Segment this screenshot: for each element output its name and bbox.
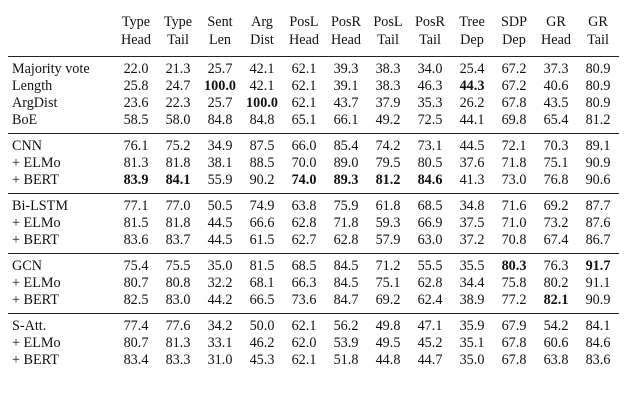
score-cell: 87.7	[585, 198, 611, 215]
score-cell: 75.1	[375, 275, 401, 292]
score-cell: 75.2	[165, 138, 191, 155]
model-name-cell: CNN	[12, 138, 42, 155]
score-cell: 44.1	[451, 112, 493, 134]
score-cell: 42.1	[249, 61, 275, 78]
header-row	[8, 6, 619, 57]
score-cell: 46.3	[417, 78, 443, 95]
column-header	[493, 6, 535, 57]
model-name-cell: + ELMo	[12, 335, 61, 352]
score-cell: 35.9	[459, 318, 485, 335]
score-cell: 69.8	[493, 112, 535, 134]
score-cell: 80.9	[585, 95, 611, 112]
column-header-line1: PosL	[289, 14, 319, 30]
score-cell: 86.7	[577, 232, 619, 254]
model-name-cell: + BERT	[8, 172, 115, 194]
score-cell: 67.8	[501, 335, 527, 352]
table-row	[8, 275, 619, 292]
score-cell: 84.8	[241, 112, 283, 134]
score-cell: 44.3	[459, 78, 485, 95]
score-cell: 61.8	[375, 198, 401, 215]
column-header-line1: Type	[163, 14, 193, 30]
score-cell: 70.8	[493, 232, 535, 254]
score-cell: 85.4	[333, 138, 359, 155]
score-cell: 25.7	[207, 61, 233, 78]
column-header-line2: Dist	[250, 32, 274, 48]
column-header	[325, 6, 367, 57]
column-header	[115, 6, 157, 57]
score-cell: 68.5	[417, 198, 443, 215]
score-cell: 53.9	[333, 335, 359, 352]
table-row	[8, 172, 619, 194]
score-cell: 55.9	[199, 172, 241, 194]
table-row	[8, 254, 619, 276]
score-cell: 66.9	[417, 215, 443, 232]
score-cell: 25.4	[459, 61, 485, 78]
score-cell: 49.2	[367, 112, 409, 134]
column-header	[157, 6, 199, 57]
score-cell: 84.8	[199, 112, 241, 134]
score-cell: 80.2	[543, 275, 569, 292]
score-cell: 80.3	[501, 258, 527, 275]
score-cell: 63.0	[409, 232, 451, 254]
score-cell: 75.8	[501, 275, 527, 292]
score-cell: 91.7	[585, 258, 611, 275]
score-cell: 44.5	[199, 232, 241, 254]
score-cell: 66.5	[241, 292, 283, 314]
score-cell: 38.9	[451, 292, 493, 314]
table-row	[8, 95, 619, 112]
score-cell: 83.9	[115, 172, 157, 194]
score-cell: 69.2	[543, 198, 569, 215]
score-cell: 54.2	[543, 318, 569, 335]
score-cell: 44.8	[375, 352, 401, 369]
score-cell: 77.1	[123, 198, 149, 215]
score-cell: 73.2	[543, 215, 569, 232]
score-cell: 31.0	[207, 352, 233, 369]
column-header-line1: Arg	[251, 14, 273, 30]
column-header	[241, 6, 283, 57]
column-header	[577, 6, 619, 57]
score-cell: 74.9	[249, 198, 275, 215]
score-cell: 90.6	[577, 172, 619, 194]
score-cell: 83.7	[157, 232, 199, 254]
score-cell: 40.6	[543, 78, 569, 95]
score-cell: 83.3	[165, 352, 191, 369]
table-row	[8, 194, 619, 216]
column-header	[451, 6, 493, 57]
column-header-line1: Sent	[207, 14, 233, 30]
score-cell: 90.9	[577, 292, 619, 314]
score-cell: 70.3	[543, 138, 569, 155]
score-cell: 75.9	[333, 198, 359, 215]
column-header-line1: GR	[546, 14, 566, 30]
score-cell: 87.6	[585, 215, 611, 232]
score-cell: 57.9	[367, 232, 409, 254]
model-name-cell: Bi-LSTM	[12, 198, 68, 215]
table-row	[8, 292, 619, 314]
score-cell: 67.8	[501, 352, 527, 369]
score-cell: 70.0	[291, 155, 317, 172]
score-cell: 69.2	[367, 292, 409, 314]
score-cell: 91.1	[585, 275, 611, 292]
score-cell: 71.0	[501, 215, 527, 232]
score-cell: 45.2	[417, 335, 443, 352]
score-cell: 35.0	[207, 258, 233, 275]
score-cell: 77.6	[165, 318, 191, 335]
score-cell: 76.3	[543, 258, 569, 275]
score-cell: 44.5	[207, 215, 233, 232]
score-cell: 84.1	[585, 318, 611, 335]
score-cell: 42.1	[249, 78, 275, 95]
column-header	[283, 6, 325, 57]
model-name-cell: + BERT	[12, 352, 59, 369]
score-cell: 37.5	[459, 215, 485, 232]
model-name-cell: GCN	[12, 258, 42, 275]
score-cell: 81.8	[165, 215, 191, 232]
score-cell: 62.1	[291, 318, 317, 335]
score-cell: 72.1	[501, 138, 527, 155]
score-cell: 89.3	[325, 172, 367, 194]
column-header-line1: PosL	[373, 14, 403, 30]
score-cell: 80.9	[585, 61, 611, 78]
column-header-line2: Head	[121, 32, 151, 48]
score-cell: 60.6	[543, 335, 569, 352]
score-cell: 62.8	[417, 275, 443, 292]
table-row	[8, 57, 619, 79]
score-cell: 49.8	[375, 318, 401, 335]
score-cell: 49.5	[375, 335, 401, 352]
score-cell: 62.4	[409, 292, 451, 314]
table-row	[8, 112, 619, 134]
score-cell: 84.1	[157, 172, 199, 194]
score-cell: 65.4	[535, 112, 577, 134]
score-cell: 25.8	[123, 78, 149, 95]
column-header-line2: Tail	[377, 32, 399, 48]
score-cell: 62.1	[291, 352, 317, 369]
column-header-line2: Tail	[167, 32, 189, 48]
score-cell: 50.0	[249, 318, 275, 335]
model-name-cell: Length	[12, 78, 53, 95]
score-cell: 72.5	[409, 112, 451, 134]
column-header-line1: SDP	[500, 14, 528, 30]
results-table	[8, 6, 619, 373]
score-cell: 100.0	[246, 95, 278, 112]
score-cell: 65.1	[283, 112, 325, 134]
column-header-line2: Dep	[502, 32, 526, 48]
score-cell: 45.3	[249, 352, 275, 369]
score-cell: 67.4	[535, 232, 577, 254]
score-cell: 66.3	[291, 275, 317, 292]
score-cell: 82.1	[535, 292, 577, 314]
score-cell: 71.8	[501, 155, 527, 172]
score-cell: 35.0	[459, 352, 485, 369]
column-header-line1: GR	[588, 14, 608, 30]
score-cell: 80.8	[165, 275, 191, 292]
score-cell: 67.2	[501, 61, 527, 78]
score-cell: 38.3	[375, 78, 401, 95]
score-cell: 51.8	[333, 352, 359, 369]
score-cell: 59.3	[375, 215, 401, 232]
score-cell: 39.1	[333, 78, 359, 95]
score-cell: 80.5	[417, 155, 443, 172]
score-cell: 38.1	[207, 155, 233, 172]
score-cell: 66.0	[291, 138, 317, 155]
score-cell: 84.6	[409, 172, 451, 194]
score-cell: 76.1	[123, 138, 149, 155]
score-cell: 76.8	[535, 172, 577, 194]
column-header	[367, 6, 409, 57]
score-cell: 34.2	[207, 318, 233, 335]
score-cell: 35.3	[417, 95, 443, 112]
model-name-cell: ArgDist	[12, 95, 58, 112]
score-cell: 61.5	[241, 232, 283, 254]
score-cell: 62.1	[291, 61, 317, 78]
score-cell: 84.5	[333, 275, 359, 292]
score-cell: 81.3	[165, 335, 191, 352]
score-cell: 71.8	[333, 215, 359, 232]
score-cell: 23.6	[123, 95, 149, 112]
score-cell: 32.2	[207, 275, 233, 292]
score-cell: 62.8	[291, 215, 317, 232]
score-cell: 67.9	[501, 318, 527, 335]
score-cell: 71.6	[501, 198, 527, 215]
model-column-header	[8, 6, 115, 57]
score-cell: 83.6	[115, 232, 157, 254]
score-cell: 62.1	[291, 95, 317, 112]
score-cell: 26.2	[459, 95, 485, 112]
model-name-cell: BoE	[8, 112, 115, 134]
table-row	[8, 215, 619, 232]
column-header-line1: Tree	[459, 14, 485, 30]
score-cell: 100.0	[204, 78, 236, 95]
score-cell: 34.0	[417, 61, 443, 78]
score-cell: 84.7	[325, 292, 367, 314]
score-cell: 77.0	[165, 198, 191, 215]
score-cell: 88.5	[249, 155, 275, 172]
score-cell: 66.6	[249, 215, 275, 232]
score-cell: 89.0	[333, 155, 359, 172]
column-header	[535, 6, 577, 57]
score-cell: 62.7	[283, 232, 325, 254]
score-cell: 90.9	[585, 155, 611, 172]
model-name-cell: + BERT	[8, 292, 115, 314]
score-cell: 34.8	[459, 198, 485, 215]
score-cell: 73.6	[283, 292, 325, 314]
score-cell: 77.4	[123, 318, 149, 335]
score-cell: 44.2	[199, 292, 241, 314]
score-cell: 62.8	[325, 232, 367, 254]
score-cell: 22.0	[123, 61, 149, 78]
score-cell: 62.1	[291, 78, 317, 95]
column-header-line2: Tail	[419, 32, 441, 48]
model-name-cell: S-Att.	[12, 318, 47, 335]
score-cell: 47.1	[417, 318, 443, 335]
model-name-cell: + ELMo	[12, 155, 61, 172]
score-cell: 82.5	[115, 292, 157, 314]
score-cell: 81.2	[367, 172, 409, 194]
table-row	[8, 78, 619, 95]
table-row	[8, 134, 619, 156]
score-cell: 46.2	[249, 335, 275, 352]
column-header	[199, 6, 241, 57]
score-cell: 39.3	[333, 61, 359, 78]
results-body	[8, 57, 619, 374]
score-cell: 35.1	[459, 335, 485, 352]
score-cell: 43.7	[333, 95, 359, 112]
score-cell: 83.4	[123, 352, 149, 369]
score-cell: 50.5	[207, 198, 233, 215]
table-row	[8, 314, 619, 336]
score-cell: 24.7	[165, 78, 191, 95]
score-cell: 89.1	[585, 138, 611, 155]
column-header-line2: Head	[331, 32, 361, 48]
table-row	[8, 335, 619, 352]
model-name-cell: + ELMo	[12, 275, 61, 292]
score-cell: 74.2	[375, 138, 401, 155]
score-cell: 73.0	[493, 172, 535, 194]
score-cell: 74.0	[283, 172, 325, 194]
score-cell: 34.4	[459, 275, 485, 292]
score-cell: 55.5	[417, 258, 443, 275]
score-cell: 68.5	[291, 258, 317, 275]
score-cell: 25.7	[207, 95, 233, 112]
score-cell: 35.5	[459, 258, 485, 275]
score-cell: 22.3	[165, 95, 191, 112]
score-cell: 63.8	[543, 352, 569, 369]
column-header-line1: Type	[121, 14, 151, 30]
table-row	[8, 155, 619, 172]
score-cell: 37.3	[543, 61, 569, 78]
column-header-line2: Dep	[460, 32, 484, 48]
score-cell: 87.5	[249, 138, 275, 155]
score-cell: 63.8	[291, 198, 317, 215]
score-cell: 58.5	[115, 112, 157, 134]
score-cell: 81.5	[123, 215, 149, 232]
score-cell: 58.0	[157, 112, 199, 134]
column-header-line2: Len	[208, 32, 232, 48]
score-cell: 84.6	[585, 335, 611, 352]
score-cell: 81.3	[123, 155, 149, 172]
table-row	[8, 352, 619, 373]
score-cell: 62.0	[291, 335, 317, 352]
score-cell: 71.2	[375, 258, 401, 275]
score-cell: 43.5	[543, 95, 569, 112]
score-cell: 37.2	[451, 232, 493, 254]
score-cell: 38.3	[375, 61, 401, 78]
column-header-line2: Tail	[587, 32, 609, 48]
column-header-line2: Head	[541, 32, 571, 48]
score-cell: 75.1	[543, 155, 569, 172]
score-cell: 67.8	[501, 95, 527, 112]
score-cell: 84.5	[333, 258, 359, 275]
score-cell: 75.5	[165, 258, 191, 275]
column-header	[409, 6, 451, 57]
score-cell: 44.5	[459, 138, 485, 155]
score-cell: 33.1	[207, 335, 233, 352]
score-cell: 66.1	[325, 112, 367, 134]
score-cell: 41.3	[451, 172, 493, 194]
score-cell: 79.5	[375, 155, 401, 172]
score-cell: 81.2	[577, 112, 619, 134]
score-cell: 80.9	[585, 78, 611, 95]
score-cell: 77.2	[493, 292, 535, 314]
score-cell: 34.9	[207, 138, 233, 155]
score-cell: 73.1	[417, 138, 443, 155]
table-row	[8, 232, 619, 254]
score-cell: 21.3	[165, 61, 191, 78]
score-cell: 80.7	[123, 275, 149, 292]
score-cell: 90.2	[241, 172, 283, 194]
score-cell: 56.2	[333, 318, 359, 335]
score-cell: 80.7	[123, 335, 149, 352]
model-name-cell: Majority vote	[12, 61, 90, 78]
score-cell: 37.6	[459, 155, 485, 172]
column-header-line1: PosR	[331, 14, 361, 30]
model-name-cell: + ELMo	[12, 215, 61, 232]
column-header-line2: Head	[289, 32, 319, 48]
score-cell: 75.4	[123, 258, 149, 275]
score-cell: 44.7	[417, 352, 443, 369]
score-cell: 83.6	[585, 352, 611, 369]
score-cell: 68.1	[249, 275, 275, 292]
score-cell: 37.9	[375, 95, 401, 112]
score-cell: 81.8	[165, 155, 191, 172]
model-name-cell: + BERT	[8, 232, 115, 254]
score-cell: 83.0	[157, 292, 199, 314]
score-cell: 67.2	[501, 78, 527, 95]
column-header-line1: PosR	[415, 14, 445, 30]
score-cell: 81.5	[249, 258, 275, 275]
